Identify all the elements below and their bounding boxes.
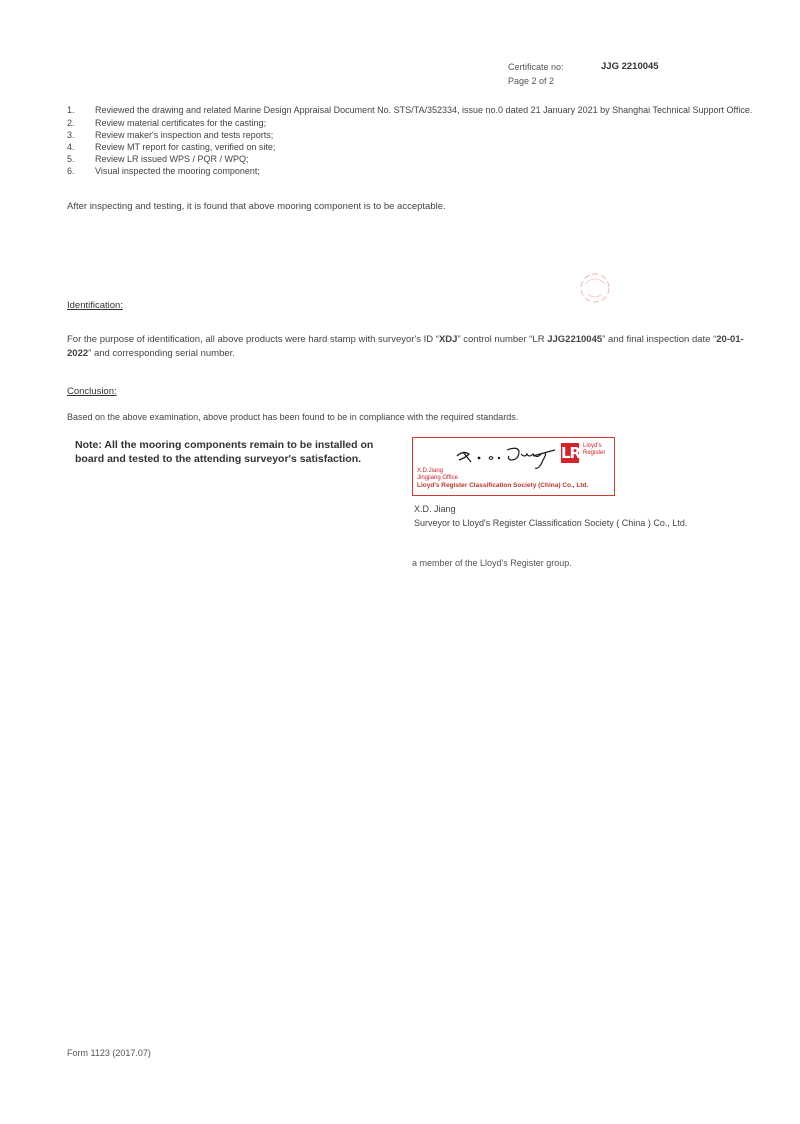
item-text: Reviewed the drawing and related Marine Design Appraisal Document No. STS/TA/352334, issue no.0 dated 21 January 2021 by Shanghai Technical Support Office. [95, 105, 753, 115]
identification-heading: Identification: [67, 300, 123, 311]
signature-icon [453, 442, 561, 472]
list-item [67, 104, 757, 116]
item-number: 3. [67, 130, 75, 140]
page-number: Page 2 of 2 [508, 76, 555, 86]
faint-seal-icon [576, 270, 614, 306]
list-item [67, 141, 757, 153]
list-item [67, 165, 757, 177]
lr-logo-name [583, 443, 605, 457]
identification-text [67, 333, 757, 361]
lr-logo-name-line: Lloyd's [583, 443, 602, 449]
note-text: Note: All the mooring components remain to be installed on board and tested to the attending surveyor's satisfaction. [75, 439, 374, 465]
item-number: 4. [67, 142, 75, 152]
form-number: Form 1123 (2017.07) [67, 1048, 151, 1058]
signatory-name: X.D. Jiang [414, 504, 456, 514]
surveyor-id: XDJ [438, 334, 458, 345]
identification-text-part: ” and corresponding serial number. [88, 348, 235, 359]
certificate-number: JJG 2210045 [601, 61, 659, 72]
item-text: Review LR issued WPS / PQR / WPQ; [95, 154, 249, 164]
item-number: 6. [67, 166, 75, 176]
certificate-label: Certificate no: [508, 62, 564, 72]
item-text: Review maker's inspection and tests reports; [95, 130, 274, 140]
inspection-date: 20-01-2022 [67, 334, 744, 359]
acceptance-statement: After inspecting and testing, it is found that above mooring component is to be acceptable. [67, 201, 446, 212]
stamp-name: X.D.Jiang [417, 468, 444, 474]
item-number: 5. [67, 154, 75, 164]
conclusion-text: Based on the above examination, above product has been found to be in compliance with the required standards. [67, 412, 519, 422]
signatory-title: Surveyor to Lloyd's Register Classification Society ( China ) Co., Ltd. [414, 518, 688, 528]
item-number: 2. [67, 118, 75, 128]
lr-logo-icon: LR [561, 444, 581, 462]
conclusion-heading: Conclusion: [67, 386, 117, 397]
member-line: a member of the Lloyd's Register group. [412, 558, 572, 568]
list-item [67, 117, 757, 129]
stamp-company: Lloyd's Register Classification Society (China) Co., Ltd. [417, 482, 589, 489]
stamp-office: Jingjiang Office [417, 475, 458, 481]
surveyor-stamp [412, 437, 615, 496]
item-number: 1. [67, 105, 75, 115]
item-text: Review material certificates for the casting; [95, 118, 267, 128]
identification-text-part: ” control number “LR [457, 334, 548, 345]
identification-text-part: ” and final inspection date “ [602, 334, 717, 345]
list-item [67, 153, 757, 165]
identification-text-part: For the purpose of identification, all above products were hard stamp with surveyor's ID “ [67, 334, 439, 345]
review-list [67, 104, 757, 177]
lr-logo-name-line: Register [583, 450, 606, 456]
list-item [67, 129, 757, 141]
item-text: Review MT report for casting, verified on site; [95, 142, 276, 152]
item-text: Visual inspected the mooring component; [95, 166, 260, 176]
control-number: JJG2210045 [547, 334, 603, 345]
